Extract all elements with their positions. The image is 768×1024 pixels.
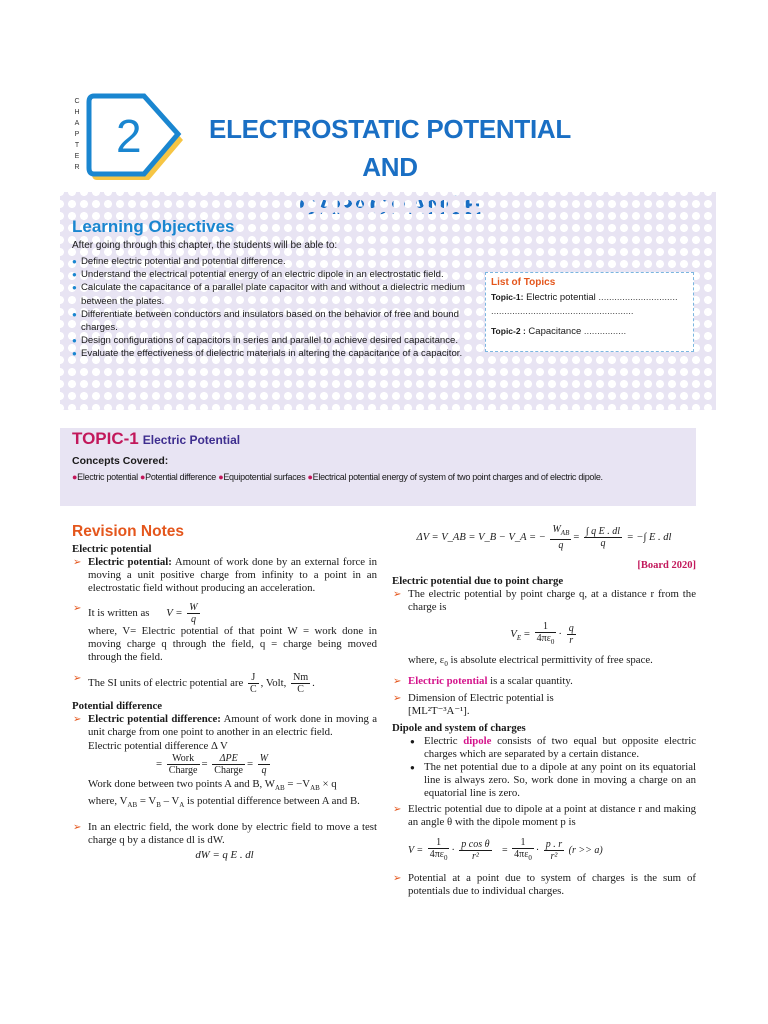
subheading: Electric potential due to point charge xyxy=(392,575,564,588)
note-item: ➢ Dimension of Electric potential is [ML²T⁻³A⁻¹]. xyxy=(392,692,696,718)
note-item: ➢ In an electric field, the work done by electric field to move a test charge q by a distance dl is dW. xyxy=(72,821,377,847)
chapter-number: 2 xyxy=(116,110,142,162)
note-text: where, V= Electric potential of that point W = work done in moving charge q through the field, q = charge being moved through the field. xyxy=(88,624,377,664)
subheading: Potential difference xyxy=(72,700,163,713)
subheading: Electric potential xyxy=(72,543,152,555)
note-item: ➢ The SI units of electric potential are $\frac{J}{C}$ , Volt, $\frac{Nm}{C}$ . xyxy=(72,672,377,695)
note-item: ➢ Electric potential due to dipole at a point at distance r and making an angle θ with the dipole moment p is xyxy=(392,803,696,829)
note-item: ➢ The electric potential by point charge q, at a distance r from the charge is xyxy=(392,588,696,614)
topic-2-entry: Topic-2 : Capacitance ................ xyxy=(491,326,627,337)
note-text: where, $\varepsilon_0$ is absolute electrical permittivity of free space. xyxy=(408,653,653,668)
ve-equation: $V_E$ = $\frac{1}{4\pi\varepsilon_0}$ · $\frac{q}{r}$ xyxy=(510,620,574,646)
list-item: ● Understand the electrical potential energy of an electric dipole in an electrostatic field. xyxy=(72,268,482,281)
subheading: Dipole and system of charges xyxy=(392,721,526,734)
learning-objectives-title: Learning Objectives xyxy=(72,217,235,236)
note-item: ➢ Electric potential: Amount of work done by an external force in moving a unit positive charge from infinity to a point in an electrostatic field without producing an acceleration. xyxy=(72,556,377,596)
list-item: ● Differentiate between conductors and insulators based on the behavior of free and bound charges. xyxy=(72,308,482,334)
concepts-title: Concepts Covered: xyxy=(72,455,169,467)
board-tag: [Board 2020] xyxy=(637,560,696,571)
delta-v-equation: ΔV = V_AB = V_B − V_A = − $\frac{W_{AB}}{q}$ = $\frac{\text{∫ q E . dl}}{q}$ = −∫ E . dl xyxy=(416,524,672,551)
note-text: Electric potential difference Δ V xyxy=(88,739,228,752)
topic-heading: TOPIC-1 Electric Potential xyxy=(72,429,241,448)
dw-equation: dW = q E . dl xyxy=(195,848,254,861)
learning-objectives-list xyxy=(72,255,482,361)
list-item: ● Design configurations of capacitors in series and parallel to achieve desired capacitance. xyxy=(72,334,482,347)
pd-equation: = $\frac{\text{Work}}{\text{Charge}}$ = $\frac{\text{ΔPE}}{\text{Charge}}$ = $\frac{W}{q}$ xyxy=(156,752,269,776)
note-item: ➢ It is written as V = $\frac{W}{q}$ xyxy=(72,602,377,625)
list-of-topics-box: List of Topics Topic-1: Electric potential .............................. ...................................................... Topic-2 : Capacitance ................ xyxy=(485,272,694,352)
concepts-list: ●Electric potential ●Potential difference ●Equipotential surfaces ●Electrical potential energy of system of two point charges and of electric dipole. xyxy=(72,472,603,482)
list-item: ● Define electric potential and potential difference. xyxy=(72,255,482,268)
note-item: ➢ Electric potential difference: Amount of work done in moving a unit charge from one point to another in an electric field. xyxy=(72,713,377,739)
list-item: ● Calculate the capacitance of a parallel plate capacitor with and without a dielectric medium between the plates. xyxy=(72,281,482,307)
chapter-number-badge xyxy=(86,92,186,184)
list-item: ● Evaluate the effectiveness of dielectric materials in altering the capacitance of a capacitor. xyxy=(72,347,482,360)
revision-notes-title: Revision Notes xyxy=(72,523,184,540)
right-column xyxy=(392,512,696,898)
note-item: ➢ Potential at a point due to system of charges is the sum of potentials due to individual charges. xyxy=(392,872,696,898)
chapter-vertical-label: C H A P T E R xyxy=(74,98,80,171)
topics-title: List of Topics xyxy=(491,277,556,288)
note-text: Work done between two points A and B, $W_{AB} = -V_{AB} \times q$ xyxy=(88,777,337,792)
list-item: ● Electric dipole consists of two equal but opposite electric charges which are separated by a certain distance. xyxy=(392,735,696,761)
left-column xyxy=(72,522,377,862)
note-text: where, $V_{AB} = V_B - V_A$ is potential difference between A and B. xyxy=(88,795,360,810)
learning-objectives-intro: After going through this chapter, the students will be able to: xyxy=(72,240,338,251)
topic-1-entry: Topic-1: Electric potential .............................. xyxy=(491,292,678,303)
chapter-title: ELECTROSTATIC POTENTIAL AND xyxy=(209,114,571,182)
list-item: ● The net potential due to a dipole at any point on its equatorial line is always zero. So, work done in moving a charge on an equatorial line is zero. xyxy=(392,761,696,801)
note-item: ➢ Electric potential is a scalar quantity. xyxy=(392,675,696,688)
dipole-equation: V = $\frac{1}{4\pi\varepsilon_0}$ · $\frac{\text{p cos θ}}{\text{r²}}$ = $\frac{1}{4\pi\varepsilon_0}$ · $\frac{p . r}{\text{r²}}$ (r >> a) xyxy=(408,837,603,862)
